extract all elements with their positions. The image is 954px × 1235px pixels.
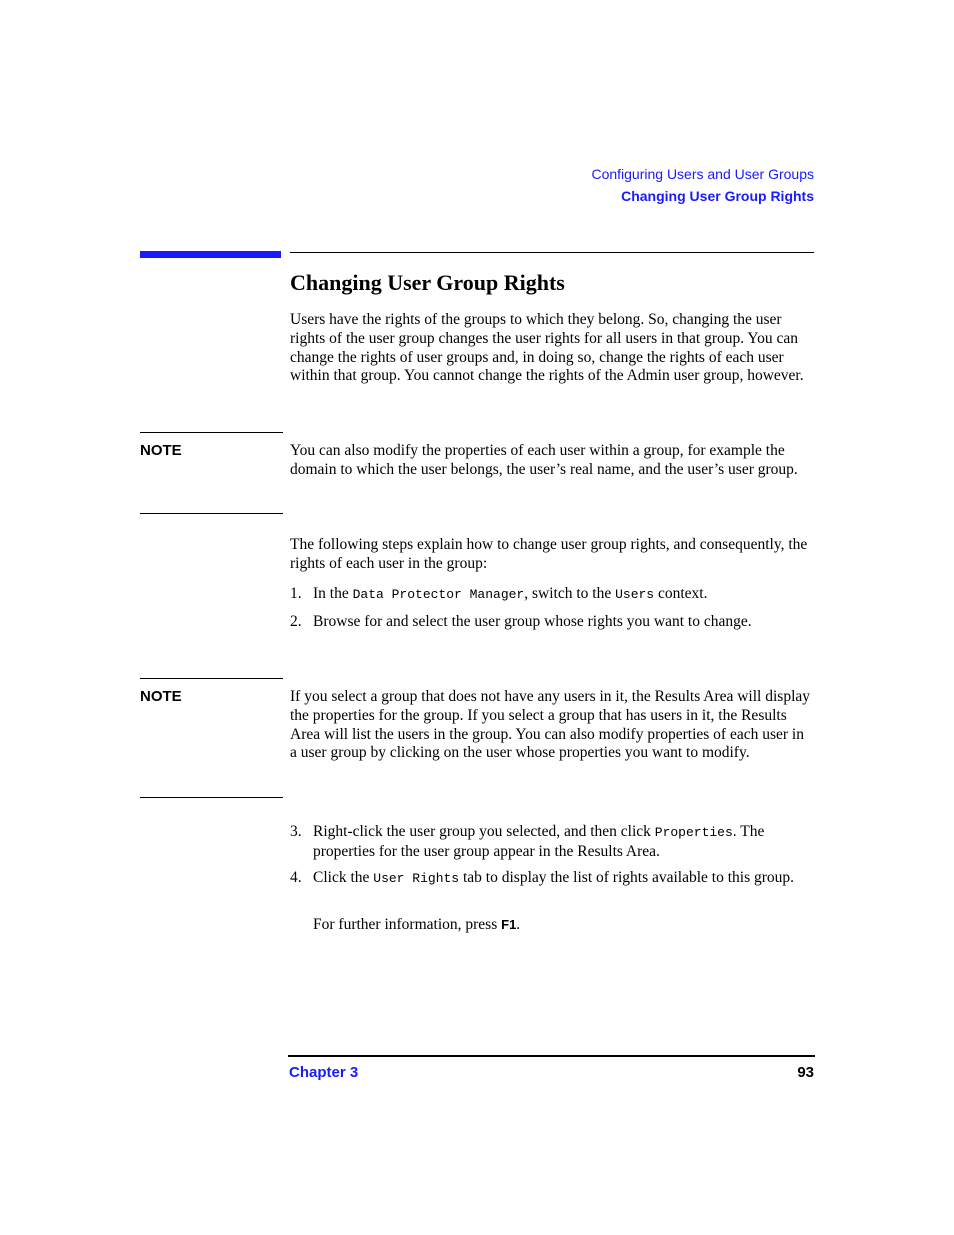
running-header-section: Changing User Group Rights bbox=[621, 188, 814, 204]
intro-paragraph: Users have the rights of the groups to which they belong. So, changing the user rights of the user group changes the user rights for all users in that group. You can change the rights of user groups and, in doing so, change the rights of each user within that group. You cannot change the rights of the Admin user group, however. bbox=[290, 311, 804, 385]
step-number: 1. bbox=[290, 585, 302, 602]
step-text-part: . The properties for the user group appear in the Results Area. bbox=[313, 823, 765, 860]
step-number: 2. bbox=[290, 613, 302, 630]
step-number: 3. bbox=[290, 823, 302, 840]
key-f1: F1 bbox=[501, 917, 517, 932]
heading-rule bbox=[290, 252, 814, 253]
step-text: Browse for and select the user group whose rights you want to change. bbox=[313, 613, 752, 630]
note-rule-top bbox=[140, 432, 283, 433]
code-users: Users bbox=[615, 587, 655, 602]
note-rule-bottom bbox=[140, 797, 283, 798]
step-text bbox=[313, 823, 813, 862]
steps-intro: The following steps explain how to change user group rights, and consequently, the rights of each user in the group: bbox=[290, 536, 808, 572]
note-label: NOTE bbox=[140, 688, 182, 705]
further-info-text: . bbox=[516, 916, 521, 933]
page-title: Changing User Group Rights bbox=[290, 270, 565, 295]
step-text-part: Right-click the user group you selected, and then click bbox=[313, 823, 655, 840]
step-text-part: , switch to the bbox=[524, 585, 616, 602]
note-label: NOTE bbox=[140, 442, 182, 459]
further-info bbox=[313, 916, 813, 935]
step-text bbox=[313, 585, 813, 605]
note-rule-top bbox=[140, 678, 283, 679]
step-text bbox=[313, 869, 813, 889]
step-text-part: context. bbox=[654, 585, 708, 602]
step-text-part: In the bbox=[313, 585, 353, 602]
running-header-chapter: Configuring Users and User Groups bbox=[591, 166, 814, 182]
footer-rule bbox=[288, 1055, 815, 1057]
page-number: 93 bbox=[797, 1064, 814, 1081]
note-text: You can also modify the properties of each user within a group, for example the domain to which the user belongs, the user’s real name, and the user’s user group. bbox=[290, 442, 798, 478]
code-data-protector-manager: Data Protector Manager bbox=[352, 587, 525, 602]
code-user-rights: User Rights bbox=[373, 871, 460, 886]
step-number: 4. bbox=[290, 869, 302, 886]
step-text-part: tab to display the list of rights available to this group. bbox=[459, 869, 795, 886]
note-rule-bottom bbox=[140, 513, 283, 514]
footer-chapter: Chapter 3 bbox=[289, 1064, 359, 1081]
further-info-text: For further information, press bbox=[313, 916, 502, 933]
note-text: If you select a group that does not have any users in it, the Results Area will display the properties for the group. If you select a group that has users in it, the Results Area will list the users in the group. You can also modify properties of each user in a user group by clicking on the user whose properties you want to modify. bbox=[290, 688, 810, 762]
step-text-part: Click the bbox=[313, 869, 374, 886]
code-properties: Properties bbox=[654, 825, 733, 840]
section-marker-bar bbox=[140, 251, 281, 258]
